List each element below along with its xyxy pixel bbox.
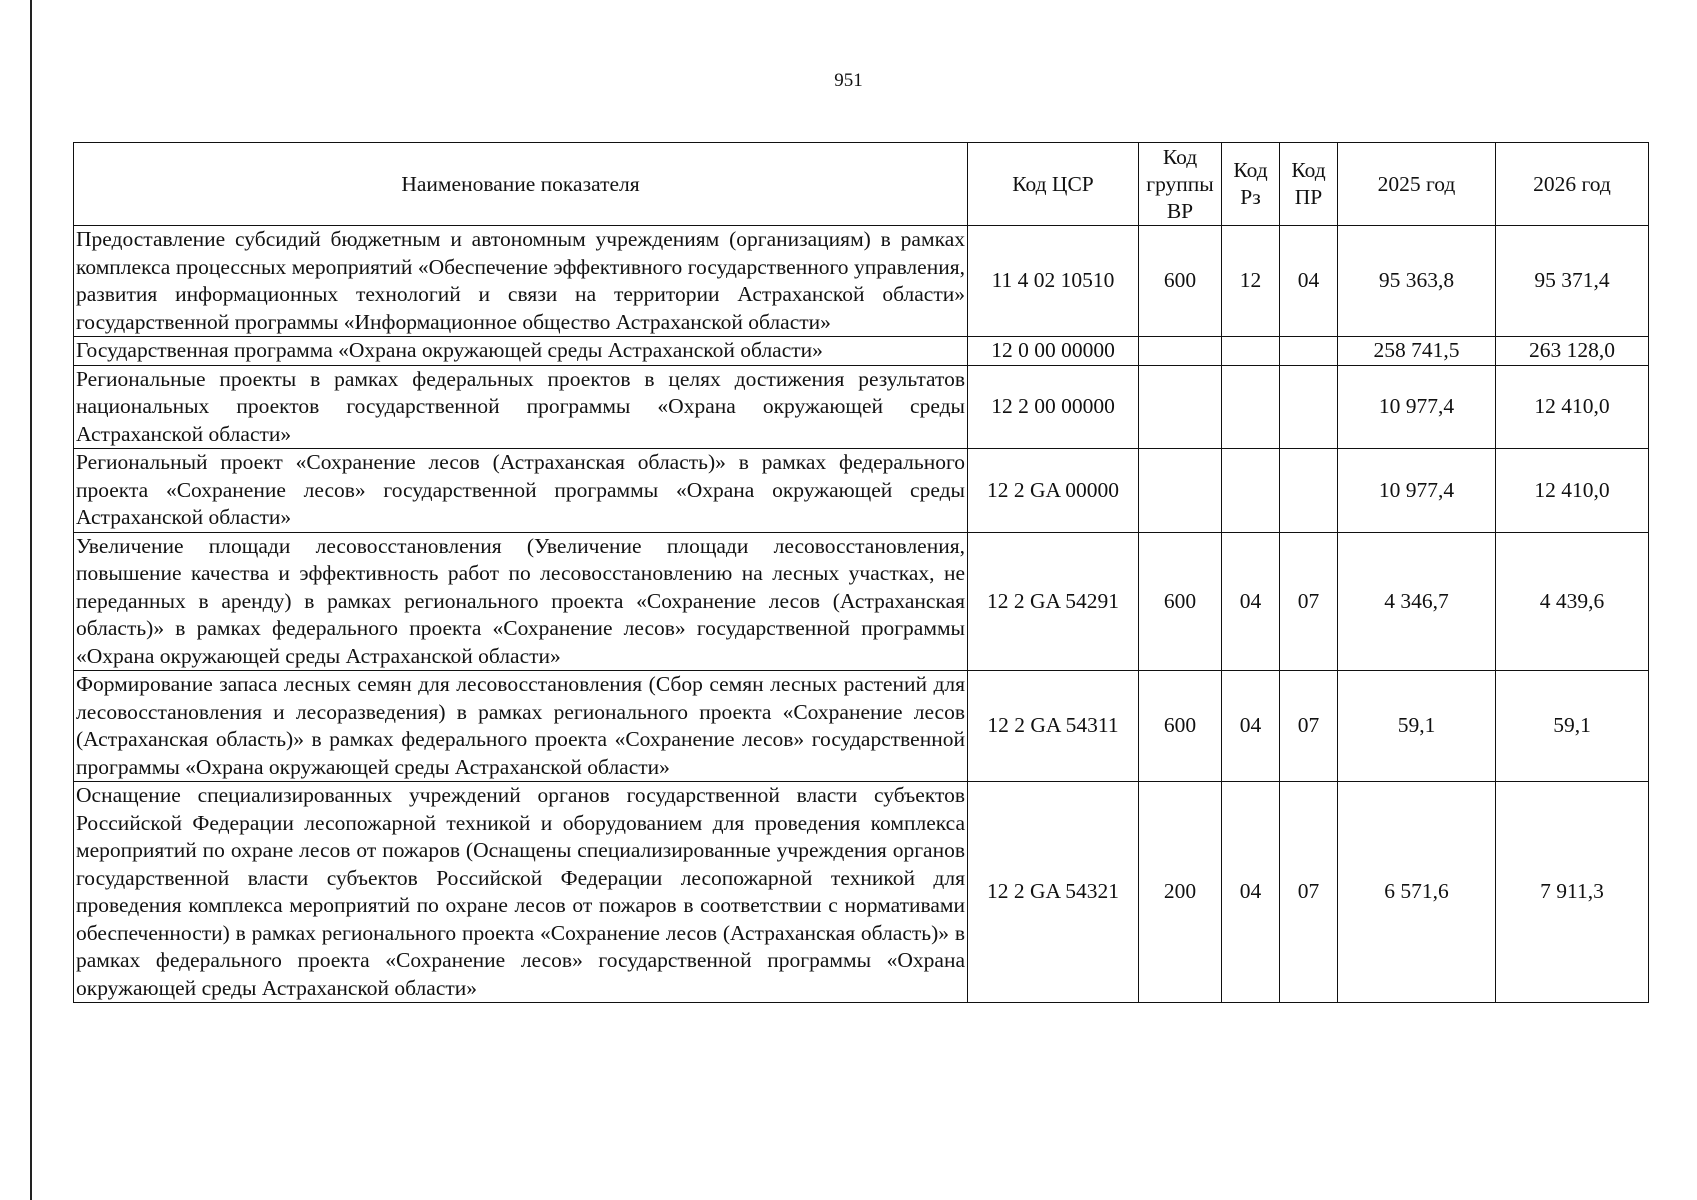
row-name: Региональный проект «Сохранение лесов (Астраханская область)» в рамках федерального проекта «Сохранение лесов» государственной программы «Охрана окружающей среды Астраханской области»: [74, 449, 968, 533]
table-row: [74, 449, 1649, 533]
row-vr: 600: [1139, 226, 1222, 337]
row-name: Предоставление субсидий бюджетным и автономным учреждениям (организациям) в рамках комплекса процессных мероприятий «Обеспечение эффективного государственного управления, развития информационных технологий и связи на территории Астраханской области» государственной программы «Информационное общество Астраханской области»: [74, 226, 968, 337]
binding-line: [30, 0, 32, 1200]
header-2025: 2025 год: [1338, 143, 1496, 226]
row-rz: 12: [1222, 226, 1280, 337]
header-rz: Код Рз: [1222, 143, 1280, 226]
row-2025: 95 363,8: [1338, 226, 1496, 337]
row-csr: 12 2 GA 54321: [968, 782, 1139, 1003]
row-name: Оснащение специализированных учреждений органов государственной власти субъектов Российской Федерации лесопожарной техникой и оборудованием для проведения комплекса мероприятий по охране лесов от пожаров (Оснащены специализированные учреждения органов государственной власти субъектов Российской Федерации лесопожарной техникой для проведения комплекса мероприятий по охране лесов от пожаров в соответствии с нормативами обеспеченности) в рамках регионального проекта «Сохранение лесов (Астраханская область)» в рамках федерального проекта «Сохранение лесов» государственной программы «Охрана окружающей среды Астраханской области»: [74, 782, 968, 1003]
row-vr: 600: [1139, 671, 1222, 782]
row-2025: 4 346,7: [1338, 532, 1496, 671]
row-2026: 95 371,4: [1496, 226, 1649, 337]
header-vr: Код группы ВР: [1139, 143, 1222, 226]
row-pr: 04: [1280, 226, 1338, 337]
row-2025: 10 977,4: [1338, 449, 1496, 533]
row-2026: 4 439,6: [1496, 532, 1649, 671]
table-row: [74, 365, 1649, 449]
row-csr: 12 2 GA 54291: [968, 532, 1139, 671]
header-csr: Код ЦСР: [968, 143, 1139, 226]
page-number: 951: [834, 70, 863, 91]
row-pr: 07: [1280, 782, 1338, 1003]
table-row: [74, 226, 1649, 337]
row-csr: 11 4 02 10510: [968, 226, 1139, 337]
row-pr: [1280, 365, 1338, 449]
row-2026: 12 410,0: [1496, 449, 1649, 533]
row-name: Увеличение площади лесовосстановления (Увеличение площади лесовосстановления, повышение качества и эффективность работ по лесовосстановлению на лесных участках, не переданных в аренду) в рамках регионального проекта «Сохранение лесов (Астраханская область)» в рамках федерального проекта «Сохранение лесов» государственной программы «Охрана окружающей среды Астраханской области»: [74, 532, 968, 671]
table-header-row: [74, 143, 1649, 226]
row-2026: 7 911,3: [1496, 782, 1649, 1003]
row-name: Государственная программа «Охрана окружающей среды Астраханской области»: [74, 337, 968, 366]
row-rz: [1222, 365, 1280, 449]
budget-table: [73, 142, 1649, 1003]
row-rz: [1222, 337, 1280, 366]
row-csr: 12 0 00 00000: [968, 337, 1139, 366]
table-row: [74, 782, 1649, 1003]
row-2026: 263 128,0: [1496, 337, 1649, 366]
header-name: Наименование показателя: [74, 143, 968, 226]
row-pr: [1280, 449, 1338, 533]
row-2025: 59,1: [1338, 671, 1496, 782]
row-vr: 200: [1139, 782, 1222, 1003]
row-csr: 12 2 GA 00000: [968, 449, 1139, 533]
row-rz: 04: [1222, 671, 1280, 782]
row-vr: [1139, 449, 1222, 533]
row-2026: 59,1: [1496, 671, 1649, 782]
row-name: Региональные проекты в рамках федеральных проектов в целях достижения результатов национальных проектов государственной программы «Охрана окружающей среды Астраханской области»: [74, 365, 968, 449]
row-2026: 12 410,0: [1496, 365, 1649, 449]
row-name: Формирование запаса лесных семян для лесовосстановления (Сбор семян лесных растений для лесовосстановления и лесоразведения) в рамках регионального проекта «Сохранение лесов (Астраханская область)» в рамках федерального проекта «Сохранение лесов» государственной программы «Охрана окружающей среды Астраханской области»: [74, 671, 968, 782]
row-vr: [1139, 365, 1222, 449]
row-rz: 04: [1222, 782, 1280, 1003]
row-2025: 10 977,4: [1338, 365, 1496, 449]
row-rz: [1222, 449, 1280, 533]
row-pr: [1280, 337, 1338, 366]
header-2026: 2026 год: [1496, 143, 1649, 226]
row-vr: [1139, 337, 1222, 366]
row-csr: 12 2 GA 54311: [968, 671, 1139, 782]
row-pr: 07: [1280, 671, 1338, 782]
table-row: [74, 532, 1649, 671]
table-row: [74, 671, 1649, 782]
table-row: [74, 337, 1649, 366]
header-pr: Код ПР: [1280, 143, 1338, 226]
row-2025: 258 741,5: [1338, 337, 1496, 366]
row-csr: 12 2 00 00000: [968, 365, 1139, 449]
row-2025: 6 571,6: [1338, 782, 1496, 1003]
row-vr: 600: [1139, 532, 1222, 671]
row-pr: 07: [1280, 532, 1338, 671]
row-rz: 04: [1222, 532, 1280, 671]
